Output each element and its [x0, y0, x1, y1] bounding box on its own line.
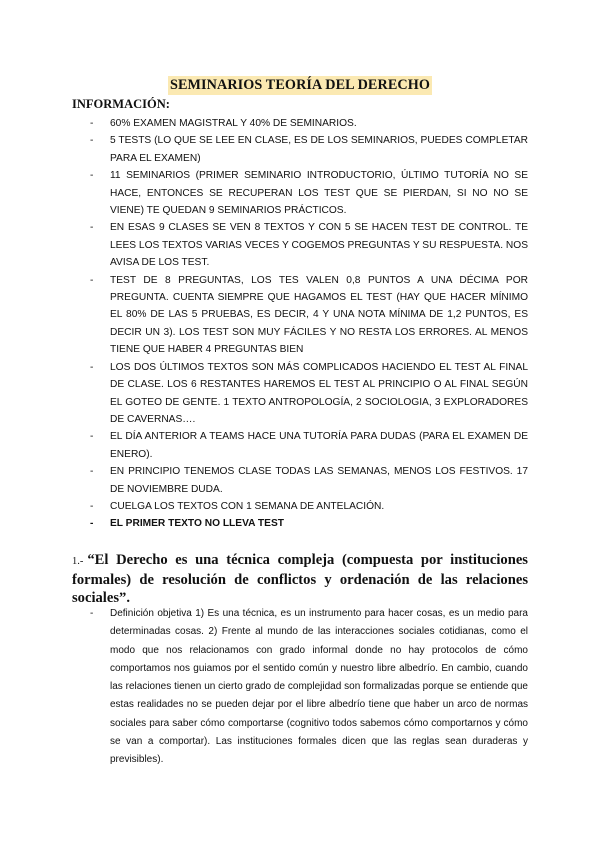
bullet-dash: - [90, 361, 94, 373]
list-item [90, 605, 528, 770]
list-item [90, 132, 528, 167]
bullet-dash: - [90, 135, 94, 147]
title-wrap [0, 76, 600, 95]
page-title: SEMINARIOS TEORÍA DEL DERECHO [169, 77, 431, 93]
bullet-dash: - [90, 608, 94, 619]
list-item [90, 115, 528, 132]
bullet-dash: - [90, 431, 94, 443]
list-item-text: EN PRINCIPIO TENEMOS CLASE TODAS LAS SEMANAS, MENOS LOS FESTIVOS. 17 DE NOVIEMBRE DUDA. [110, 466, 528, 495]
list-item [90, 167, 528, 219]
info-heading: INFORMACIÓN: [72, 97, 170, 111]
list-item-text: 5 TESTS (LO QUE SE LEE EN CLASE, ES DE LOS SEMINARIOS, PUEDES COMPLETAR PARA EL EXAMEN) [110, 135, 528, 164]
bullet-dash: - [90, 274, 94, 286]
list-item-text: EN ESAS 9 CLASES SE VEN 8 TEXTOS Y CON 5 SE HACEN TEST DE CONTROL. TE LEES LOS TEXTOS VARIAS VECES Y COGEMOS PREGUNTAS Y SU RESPUESTA. NOS AVISA DE LOS TEST. [110, 222, 528, 269]
list-item [90, 463, 528, 498]
list-item [90, 272, 528, 359]
list-item-text: 11 SEMINARIOS (PRIMER SEMINARIO INTRODUCTORIO, ÚLTIMO TUTORÍA NO SE HACE, ENTONCES SE RECUPERAN LOS TEST QUE SE PIERDAN, SI NO NO SE VIENE) TE QUEDAN 9 SEMINARIOS PRÁCTICOS. [110, 170, 528, 217]
bullet-dash: - [90, 500, 94, 512]
list-item-text: EL DÍA ANTERIOR A TEAMS HACE UNA TUTORÍA PARA DUDAS (PARA EL EXAMEN DE ENERO). [110, 431, 528, 460]
bullet-dash: - [90, 466, 94, 478]
list-item [90, 515, 528, 532]
list-item [90, 498, 528, 515]
list-item [90, 428, 528, 463]
section-heading-text: “El Derecho es una técnica compleja (compuesta por instituciones formales) de resolución de conflictos y ordenación de las relaciones sociales”. [72, 552, 528, 606]
definition-text: Definición objetiva 1) Es una técnica, es un instrumento para hacer cosas, es un medio para determinadas cosas. 2) Frente al mundo de las interacciones sociales cotidianas, como el modo que nos relacionamos con grado informal donde no hay protocolos de cómo comportamos nos guiamos por el sentido común y nuestro libre albedrío. En cambio, cuando las relaciones tienen un cierto grado de complejidad son formalizadas porque se entiende que estas realidades no se pueden dejar por el libre albedrío tiene que haber un arco de normas sociales para saber cómo comportarse (cognitivo todos sabemos cómo comportarnos y cómo se van a comportar). Las instituciones formales dicen que las reglas sean duraderas y previsibles). [110, 608, 528, 766]
list-item-text: 60% EXAMEN MAGISTRAL Y 40% DE SEMINARIOS. [110, 118, 357, 129]
list-item-text: TEST DE 8 PREGUNTAS, LOS TES VALEN 0,8 PUNTOS A UNA DÉCIMA POR PREGUNTA. CUENTA SIEMPRE QUE HAGAMOS EL TEST (HAY QUE HACER MÍNIMO EL 80% DE LAS 5 PRUEBAS, ES DECIR, 4 Y UNA NOTA MÍNIMA DE 1,2 PUNTOS, ES DECIR UN 3). LOS TEST SON MUY FÁCILES Y NO RESTA LOS ERRORES. AL MENOS TIENE QUE HABER 4 PREGUNTAS BIEN [110, 274, 528, 356]
list-item-text: LOS DOS ÚLTIMOS TEXTOS SON MÁS COMPLICADOS HACIENDO EL TEST AL FINAL DE CLASE. LOS 6 RESTANTES HAREMOS EL TEST AL PRINCIPIO O AL FINAL SEGÚN EL GOTEO DE GENTE. 1 TEXTO ANTROPOLOGÍA, 2 SOCIOLOGIA, 3 EXPLORADORES DE CAVERNAS…. [110, 361, 528, 425]
list-item [90, 219, 528, 271]
section-number: 1.- [72, 556, 84, 567]
bullet-dash: - [90, 118, 94, 129]
bullet-dash: - [90, 170, 94, 182]
definition-list [90, 605, 528, 770]
list-item [90, 359, 528, 429]
info-list [90, 115, 528, 533]
list-item-text: EL PRIMER TEXTO NO LLEVA TEST [110, 518, 284, 530]
bullet-dash: - [90, 518, 94, 530]
bullet-dash: - [90, 222, 94, 234]
section-heading [72, 551, 528, 607]
list-item-text: CUELGA LOS TEXTOS CON 1 SEMANA DE ANTELACIÓN. [110, 500, 385, 512]
